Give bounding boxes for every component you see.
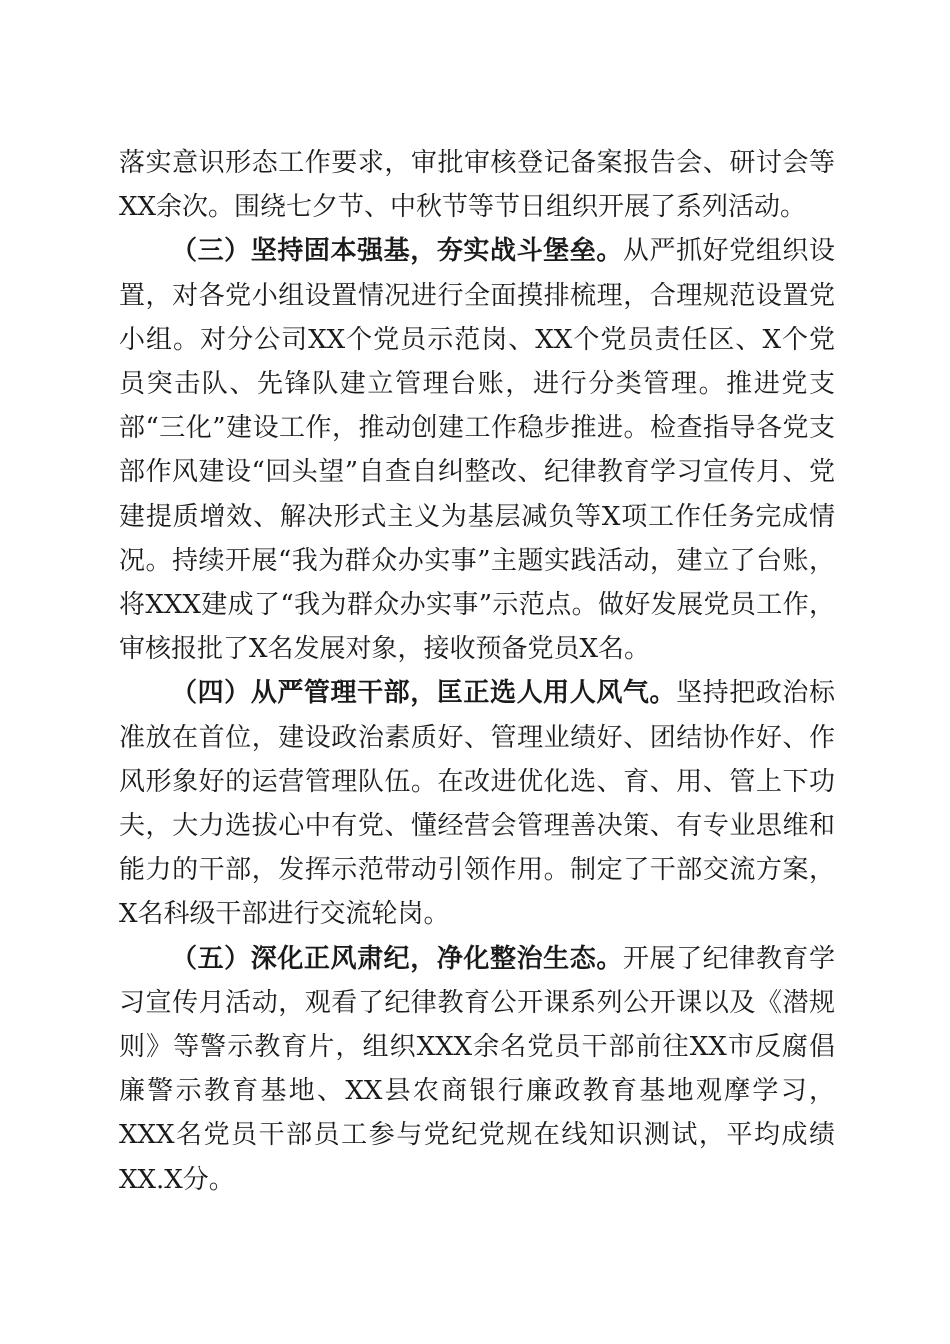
paragraph-continuation xyxy=(119,141,835,229)
section-heading-3: （三）坚持固本强基，夯实战斗堡垒。 xyxy=(171,236,623,267)
paragraph-section-5 xyxy=(119,937,835,1202)
paragraph-body-text: 落实意识形态工作要求，审批审核登记备案报告会、研讨会等XX余次。围绕七夕节、中秋节等节日组织开展了系列活动。 xyxy=(119,148,835,223)
paragraph-section-3 xyxy=(119,229,835,671)
document-body xyxy=(119,141,835,1202)
section-heading-4: （四）从严管理干部，匡正选人用人风气。 xyxy=(171,678,677,709)
section-heading-5: （五）深化正风肃纪，净化整治生态。 xyxy=(171,943,623,974)
paragraph-section-4 xyxy=(119,671,835,936)
paragraph-body-text: 从严抓好党组织设置，对各党小组设置情况进行全面摸排梳理，合理规范设置党小组。对分公司XX个党员示范岗、XX个党员责任区、X个党员突击队、先锋队建立管理台账，进行分类管理。推进党支部“三化”建设工作，推动创建工作稳步推进。检查指导各党支部作风建设“回头望”自查自纠整改、纪律教育学习宣传月、党建提质增效、解决形式主义为基层减负等X项工作任务完成情况。持续开展“我为群众办实事”主题实践活动，建立了台账，将XXX建成了“我为群众办实事”示范点。做好发展党员工作，审核报批了X名发展对象，接收预备党员X名。 xyxy=(119,236,835,665)
paragraph-body-text: 坚持把政治标准放在首位，建设政治素质好、管理业绩好、团结协作好、作风形象好的运营管理队伍。在改进优化选、育、用、管上下功夫，大力选拔心中有党、懂经营会管理善决策、有专业思维和能力的干部，发挥示范带动引领作用。制定了干部交流方案，X名科级干部进行交流轮岗。 xyxy=(119,678,835,930)
paragraph-body-text: 开展了纪律教育学习宣传月活动，观看了纪律教育公开课系列公开课以及《潜规则》等警示教育片，组织XXX余名党员干部前往XX市反腐倡廉警示教育基地、XX县农商银行廉政教育基地观摩学习，XXX名党员干部员工参与党纪党规在线知识测试，平均成绩XX.X分。 xyxy=(119,943,835,1195)
